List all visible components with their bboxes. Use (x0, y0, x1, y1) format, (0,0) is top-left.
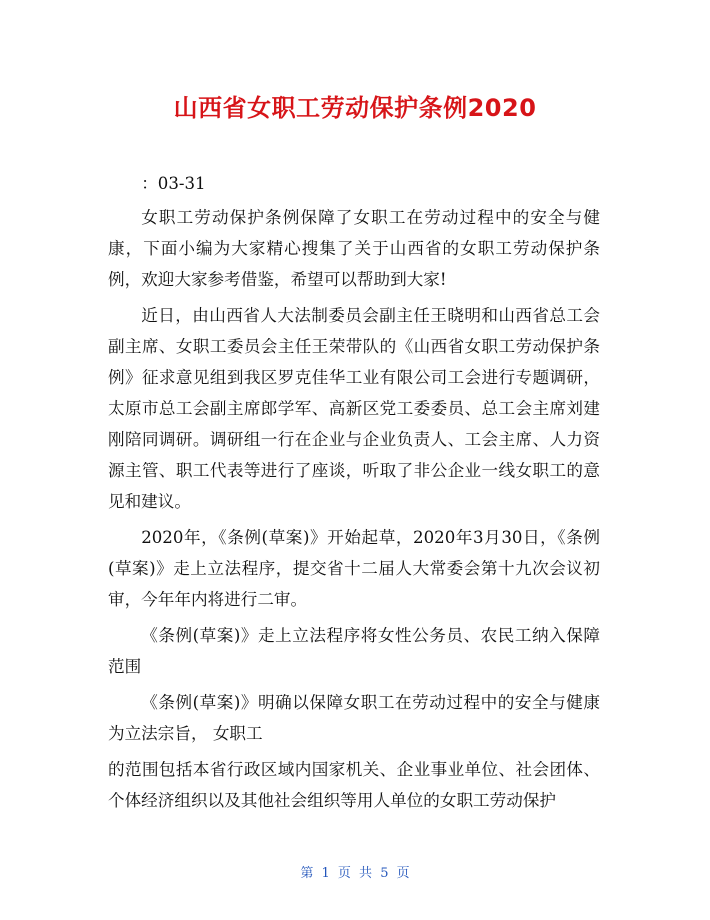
paragraph-research: 近日，由山西省人大法制委员会副主任王晓明和山西省总工会副主席、女职工委员会主任王荣带队的《山西省女职工劳动保护条例》征求意见组到我区罗克佳华工业有限公司工会进行专题调研，太原市总工会副主席郎学军、高新区党工委委员、总工会主席刘建刚陪同调研。调研组一行在企业与企业负责人、工会主席、人力资源主管、职工代表等进行了座谈，听取了非公企业一线女职工的意见和建议。 (108, 306, 600, 511)
paragraph-continuation: 的范围包括本省行政区域内国家机关、企业事业单位、社会团体、个体经济组织以及其他社会组织等用人单位的女职工劳动保护 (108, 760, 600, 810)
date-line: ：03-31 (141, 174, 206, 193)
paragraph-scope-heading: 《条例(草案)》走上立法程序将女性公务员、农民工纳入保障范围 (108, 626, 600, 676)
page-footer: 第 1 页 共 5 页 (300, 866, 410, 881)
paragraph-purpose: 《条例(草案)》明确以保障女职工在劳动过程中的安全与健康为立法宗旨， 女职工 (108, 693, 600, 743)
paragraph-intro: 女职工劳动保护条例保障了女职工在劳动过程中的安全与健康，下面小编为大家精心搜集了关于山西省的女职工劳动保护条例，欢迎大家参考借鉴，希望可以帮助到大家! (108, 208, 600, 289)
paragraph-drafting: 2020年，《条例(草案)》开始起草，2020年3月30日，《条例(草案)》走上立法程序，提交省十二届人大常委会第十九次会议初审，今年年内将进行二审。 (108, 528, 600, 609)
document-body (108, 168, 600, 821)
document-title: 山西省女职工劳动保护条例2020 (173, 94, 537, 122)
